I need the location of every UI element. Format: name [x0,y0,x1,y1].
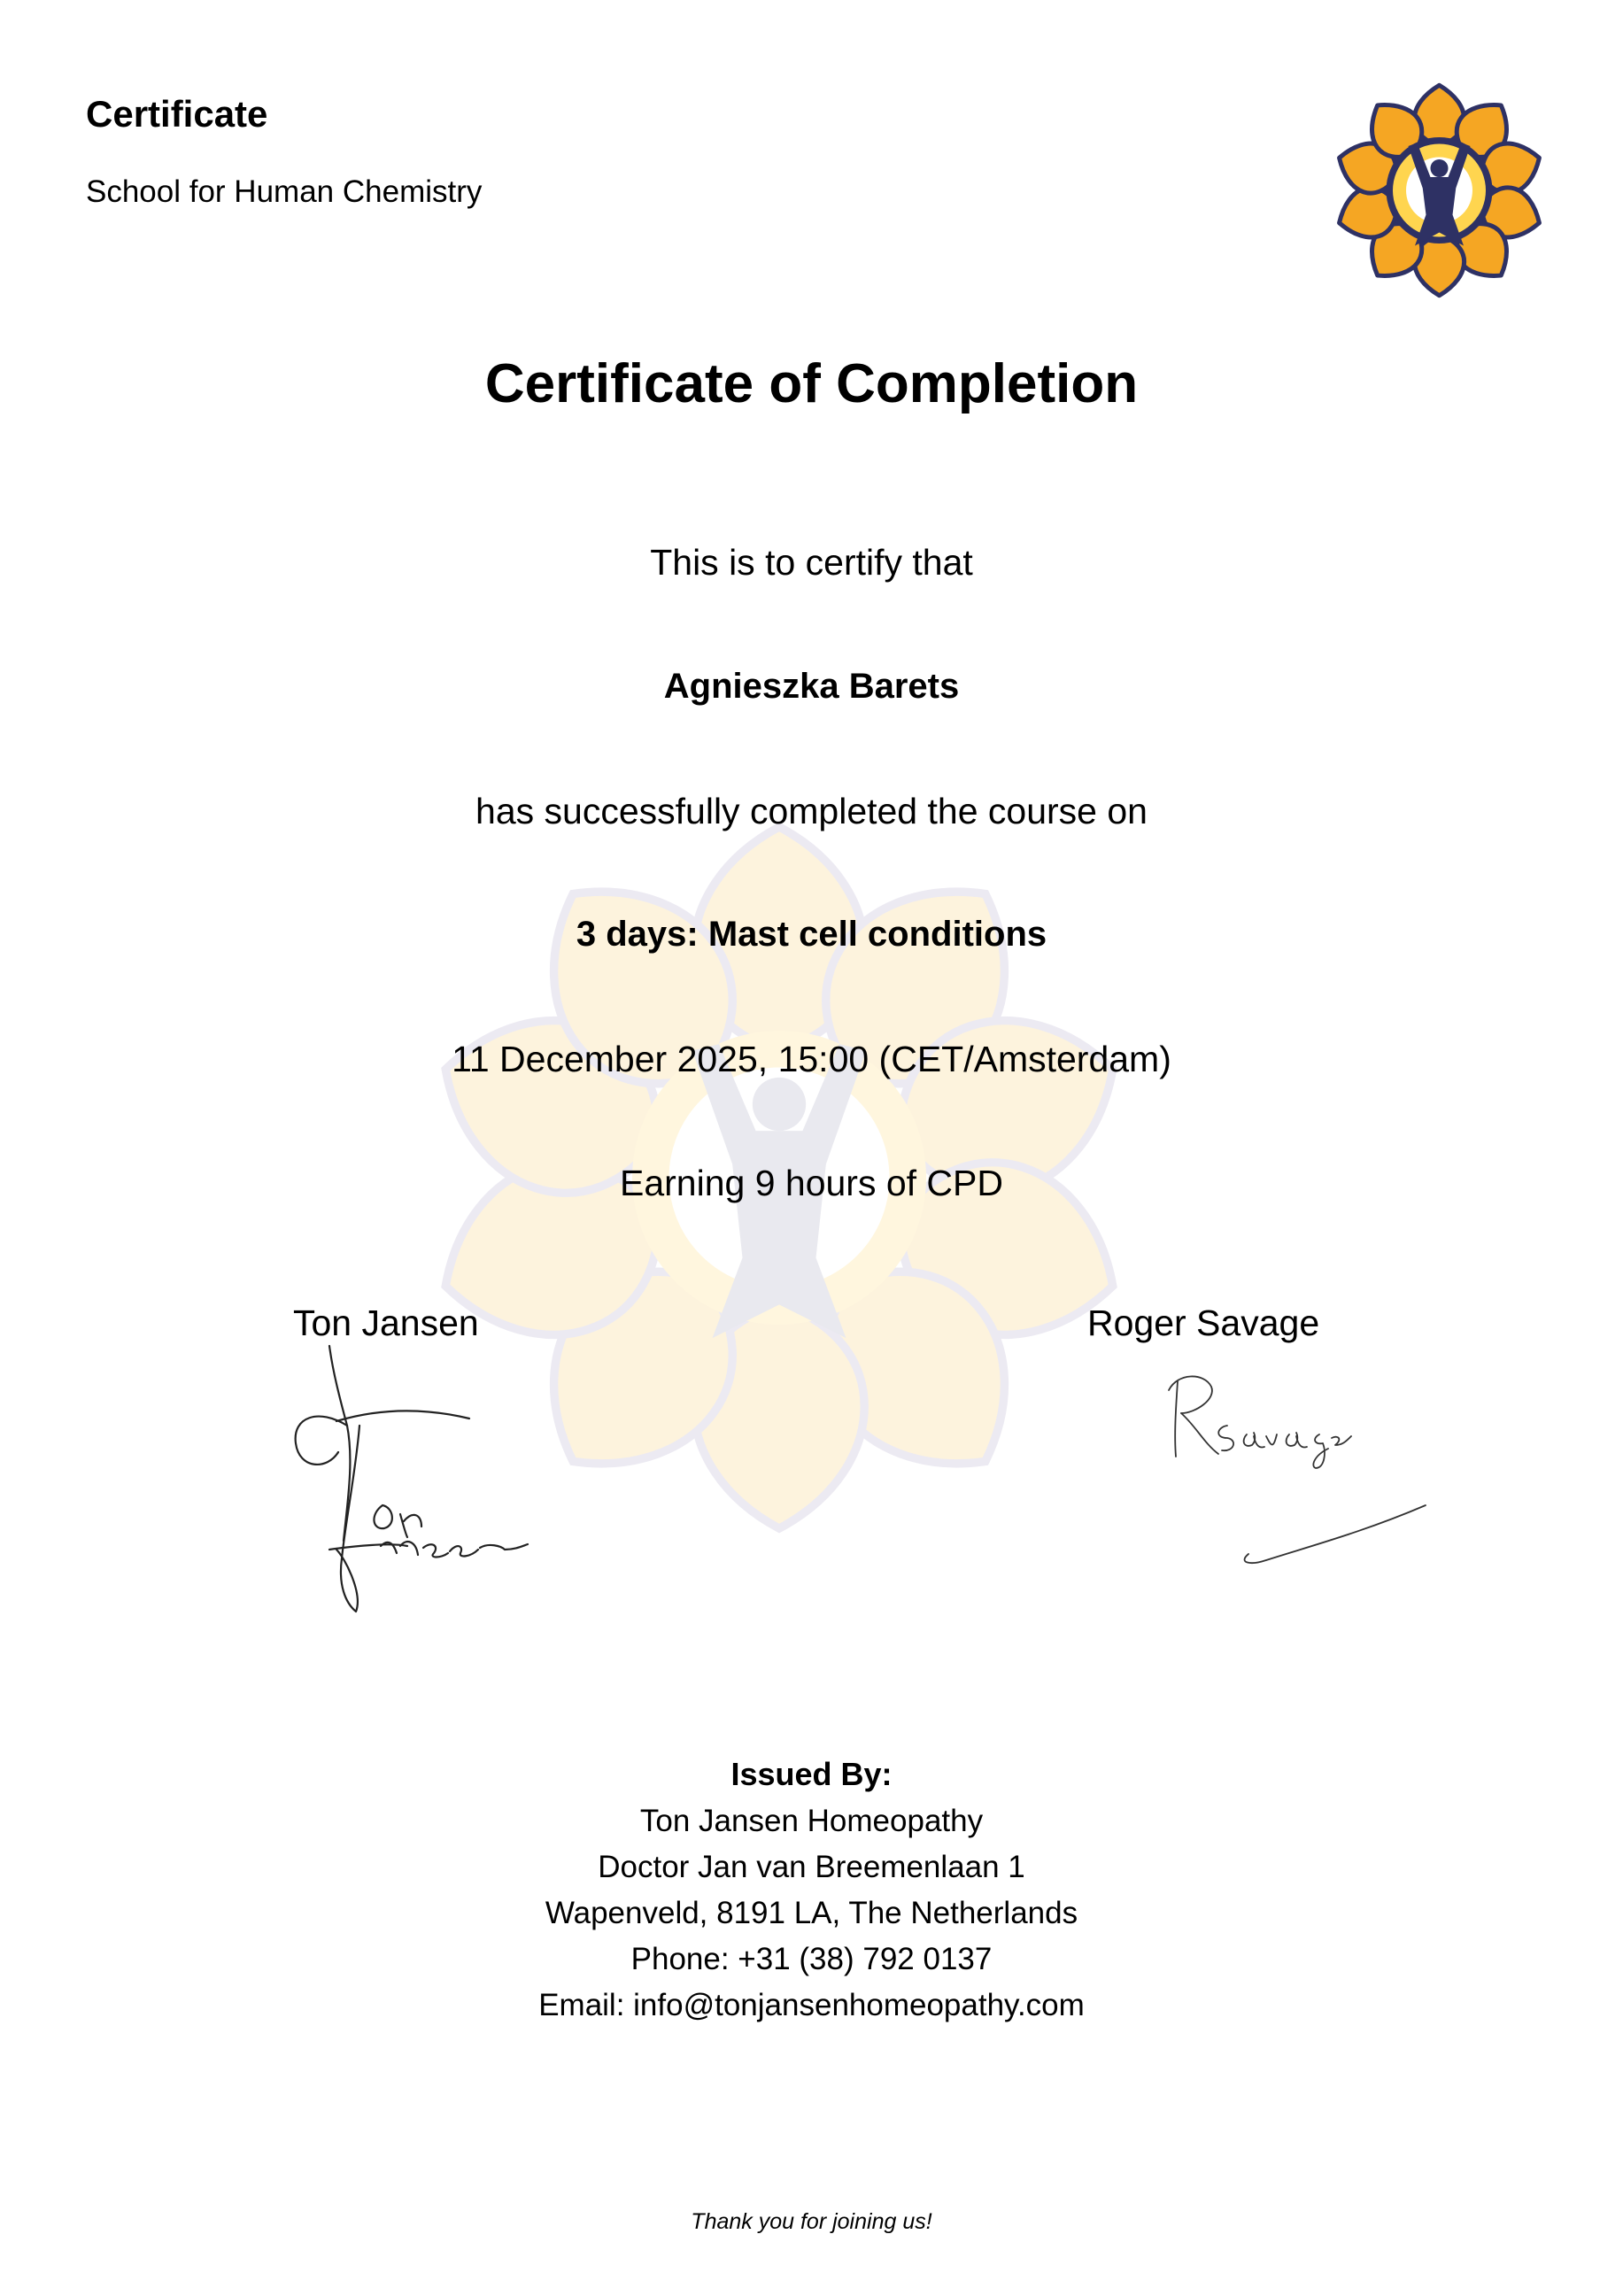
issued-by-heading: Issued By: [730,1756,893,1792]
header-subtitle: School for Human Chemistry [86,174,483,209]
header-title: Certificate [86,93,268,135]
footer-thanks: Thank you for joining us! [691,2209,932,2234]
certificate-title: Certificate of Completion [484,353,1139,414]
signer-right-name: Roger Savage [1087,1303,1320,1343]
signature-right-image [1142,1364,1443,1585]
issuer-phone: Phone: +31 (38) 792 0137 [630,1942,993,1976]
issuer-name: Ton Jansen Homeopathy [639,1804,984,1838]
signature-left-image [283,1337,584,1629]
course-name: 3 days: Mast cell conditions [576,915,1047,954]
issuer-email: Email: info@tonjansenhomeopathy.com [538,1988,1085,2022]
course-date: 11 December 2025, 15:00 (CET/Amsterdam) [452,1039,1171,1079]
issuer-city: Wapenveld, 8191 LA, The Netherlands [545,1896,1078,1930]
certify-intro: This is to certify that [650,542,973,583]
issuer-street: Doctor Jan van Breemenlaan 1 [598,1850,1025,1884]
completed-text: has successfully completed the course on [475,791,1148,831]
cpd-hours: Earning 9 hours of CPD [619,1163,1003,1203]
sunflower-person-logo-icon [1318,80,1561,301]
signer-left-name: Ton Jansen [293,1303,479,1343]
recipient-name: Agnieszka Barets [663,667,960,706]
